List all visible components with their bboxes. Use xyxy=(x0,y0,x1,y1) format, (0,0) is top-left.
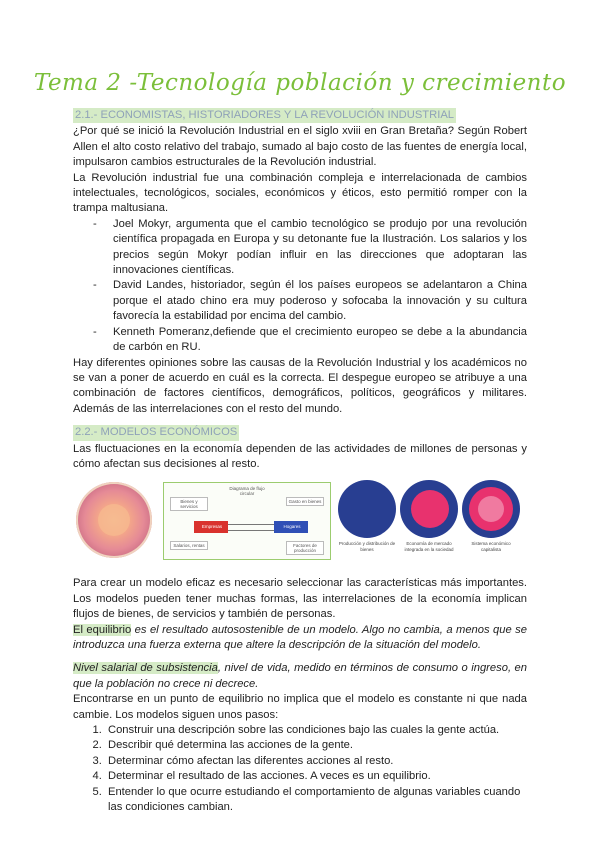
section2-paragraph-2: Para crear un modelo eficaz es necesario seleccionar las características más importantes. Los modelos pueden tener muchas formas, las interrelaciones de la economía implican flujos de bienes, de servicios y también de personas. xyxy=(73,577,527,621)
firms-label: Empresas xyxy=(201,524,223,530)
section2-paragraph-3: Encontrarse en un punto de equilibrio no implica que el modelo es constante ni que nada cambie. Los modelos siguen unos pasos: xyxy=(73,693,527,721)
list-item: 1. Construir una descripción sobre las condiciones bajo las cuales la gente actúa. xyxy=(105,723,527,738)
subsistence-definition xyxy=(73,661,527,692)
economy-circle xyxy=(338,480,396,538)
list-item: 5. Entender lo que ocurre estudiando el comportamiento de algunas variables cuando las condiciones cambian. xyxy=(105,785,527,816)
diagram-box: Factores de producción xyxy=(286,541,324,555)
list-item: - Kenneth Pomeranz,defiende que el crecimiento europeo se debe a la abundancia de carbón en RU. xyxy=(99,325,527,356)
list-item: 2. Describir qué determina las acciones de la gente. xyxy=(105,738,527,753)
list-item: 3. Determinar cómo afectan las diferentes acciones al resto. xyxy=(105,754,527,769)
equilibrium-term: El equilibrio xyxy=(73,623,132,636)
page-title: Tema 2 -Tecnología población y crecimiento xyxy=(33,70,567,96)
figure-caption: Economía de mercado integrada en la sociedad xyxy=(404,541,454,552)
diagram-title: Diagrama de flujo circular xyxy=(229,486,265,497)
figure-caption: Producción y distribución de bienes xyxy=(338,541,396,552)
subsistence-text: , nivel de vida, medido en términos de consumo o ingreso, en que la población no crece ni decrece. xyxy=(73,662,528,690)
section2-paragraph-1: Las fluctuaciones en la economía dependen de las actividades de millones de personas y cómo afectan sus decisiones al resto. xyxy=(73,442,527,470)
list-item: - David Landes, historiador, según él los países europeos se adelantaron a China porque el atado chino era muy poderoso y sofocaba la innovación y su cultura favorecía la estabilidad por encima del cambio. xyxy=(99,278,527,324)
section1-heading: 2.1.- ECONOMISTAS, HISTORIADORES Y LA REVOLUCIÓN INDUSTRIAL xyxy=(73,108,456,123)
flow-arrow xyxy=(228,524,274,525)
model-steps-list xyxy=(73,723,527,815)
section1-paragraph-2: La Revolución industrial fue una combinación compleja e interrelacionada de cambios intelectuales, tecnológicos, sociales, económicos y éticos, esto permitió romper con la trampa maltusiana. xyxy=(73,171,527,215)
section1-paragraph-1: ¿Por qué se inició la Revolución Industrial en el siglo xviii en Gran Bretaña? Según Robert Allen el alto costo relativo del trabajo, sumado al bajo costo de las fuentes de energía local, impulsaron cambios estructurales de la Revolución industrial. xyxy=(73,125,527,169)
equilibrium-text: es el resultado autosostenible de un modelo. Algo no cambia, a menos que se introduzca una fuerza externa que altere la descripción de la situación del modelo. xyxy=(73,623,527,651)
authors-list xyxy=(73,217,527,356)
concentric-circles-image xyxy=(76,482,152,558)
equilibrium-definition xyxy=(73,623,527,654)
figure-caption: Sistema económico capitalista xyxy=(471,541,511,552)
list-item: - Joel Mokyr, argumenta que el cambio tecnológico se produjo por una revolución científica propagada en Europa y su detonante fue la Ilustración. Los salarios y los precios según Mokyr podían influir en las direcciones que adoptaran las innovaciones científicas. xyxy=(99,217,527,279)
subsistence-term: Nivel salarial de subsistencia xyxy=(73,662,218,675)
diagram-box: Bienes y servicios xyxy=(170,497,208,511)
section2-heading: 2.2.- MODELOS ECONÓMICOS xyxy=(73,425,239,440)
section1-paragraph-3: Hay diferentes opiniones sobre las causas de la Revolución Industrial y los académicos no se van a poner de acuerdo en cuál es la correcta. El despegue europeo se atribuye a una combinación de factores científicos, demográficos, políticos, geográficos y militares. Además de las interrelaciones con el resto del mundo. xyxy=(73,356,527,415)
document-body xyxy=(73,108,527,815)
list-item: 4. Determinar el resultado de las acciones. A veces es un equilibrio. xyxy=(105,769,527,784)
households-label: Hogares xyxy=(283,524,301,530)
circular-flow-diagram xyxy=(163,482,331,560)
flow-arrow xyxy=(228,530,274,531)
figures-row xyxy=(73,478,527,566)
diagram-box: Gasto en bienes xyxy=(286,497,324,506)
diagram-box: Salarios, rentas xyxy=(170,541,208,550)
